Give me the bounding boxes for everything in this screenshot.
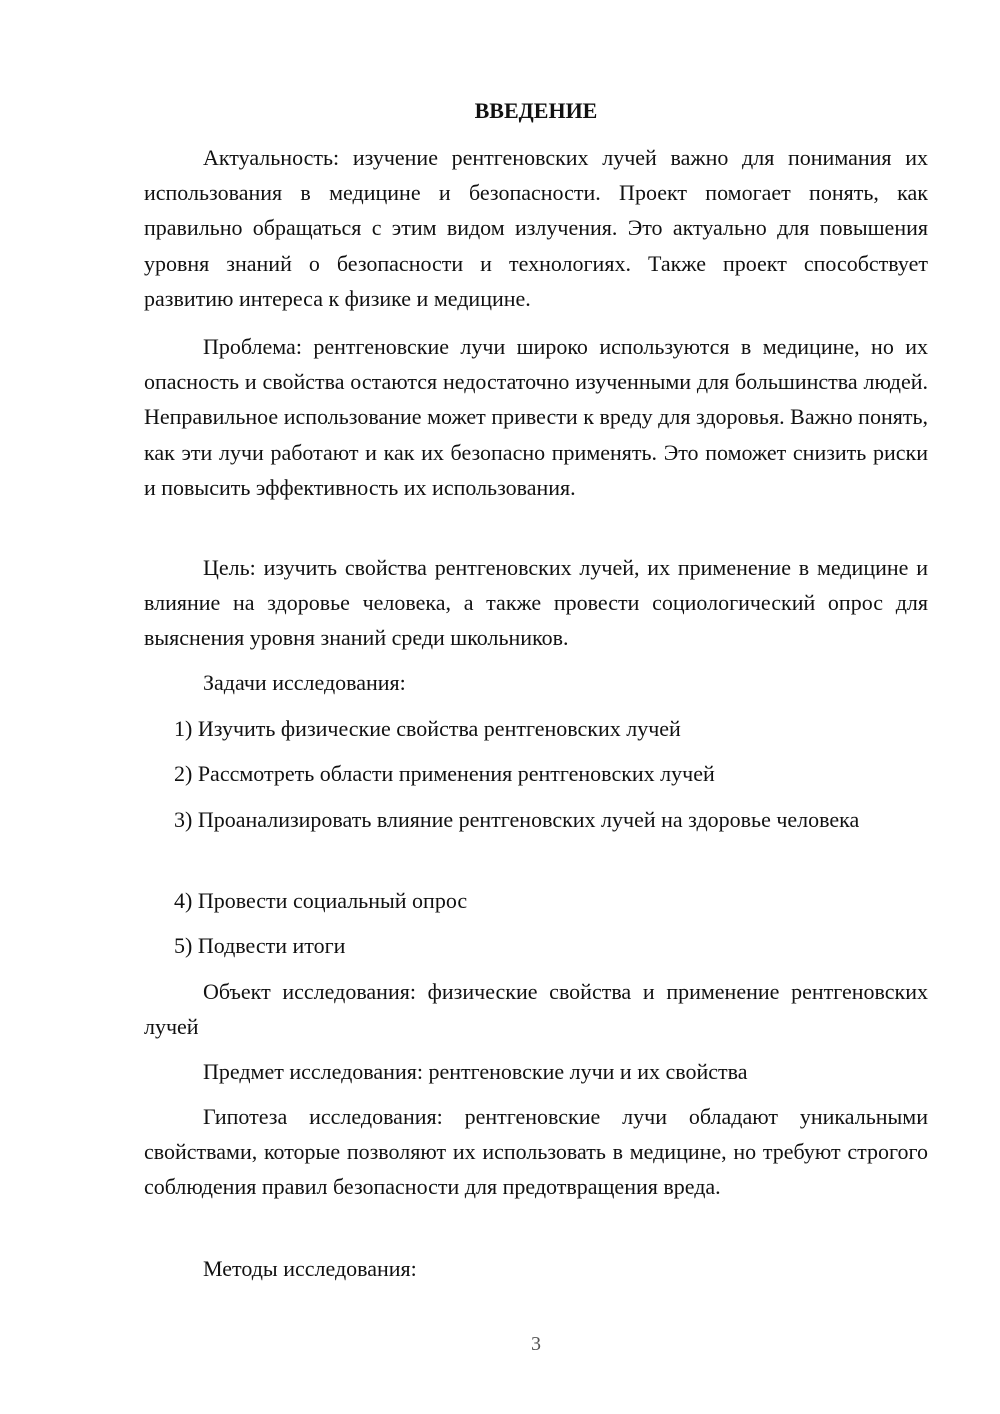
task-item-2: 2) Рассмотреть области применения рентгеновских лучей [174, 761, 715, 786]
tasks-title: Задачи исследования: [203, 670, 406, 695]
problem-paragraph: Проблема: рентгеновские лучи широко используются в медицине, но их опасность и свойства остаются недостаточно изученными для большинства людей. Неправильное использование может привести к вреду для здоровья. Важно понять, как эти лучи работают и как их безопасно применять. Это поможет снизить риски и повысить эффективность их использования. [144, 334, 928, 500]
subject-paragraph: Предмет исследования: рентгеновские лучи и их свойства [203, 1059, 748, 1084]
relevance-paragraph: Актуальность: изучение рентгеновских лучей важно для понимания их использования в медицине и безопасности. Проект помогает понять, как правильно обращаться с этим видом излучения. Это актуально для повышения уровня знаний о безопасности и технологиях. Также проект способствует развитию интереса к физике и медицине. [144, 145, 928, 311]
hypothesis-paragraph: Гипотеза исследования: рентгеновские лучи обладают уникальными свойствами, которые позволяют их использовать в медицине, но требуют строгого соблюдения правил безопасности для предотвращения вреда. [144, 1104, 928, 1200]
methods-title: Методы исследования: [203, 1256, 417, 1281]
page-number: 3 [531, 1333, 541, 1355]
task-item-1: 1) Изучить физические свойства рентгеновских лучей [174, 716, 681, 741]
object-paragraph: Объект исследования: физические свойства и применение рентгеновских лучей [144, 979, 928, 1040]
task-item-5: 5) Подвести итоги [174, 933, 346, 958]
goal-paragraph: Цель: изучить свойства рентгеновских лучей, их применение в медицине и влияние на здоровье человека, а также провести социологический опрос для выяснения уровня знаний среди школьников. [144, 555, 928, 651]
task-item-4: 4) Провести социальный опрос [174, 888, 468, 913]
section-heading: ВВЕДЕНИЕ [474, 98, 598, 123]
task-item-3: 3) Проанализировать влияние рентгеновских лучей на здоровье человека [174, 807, 860, 832]
